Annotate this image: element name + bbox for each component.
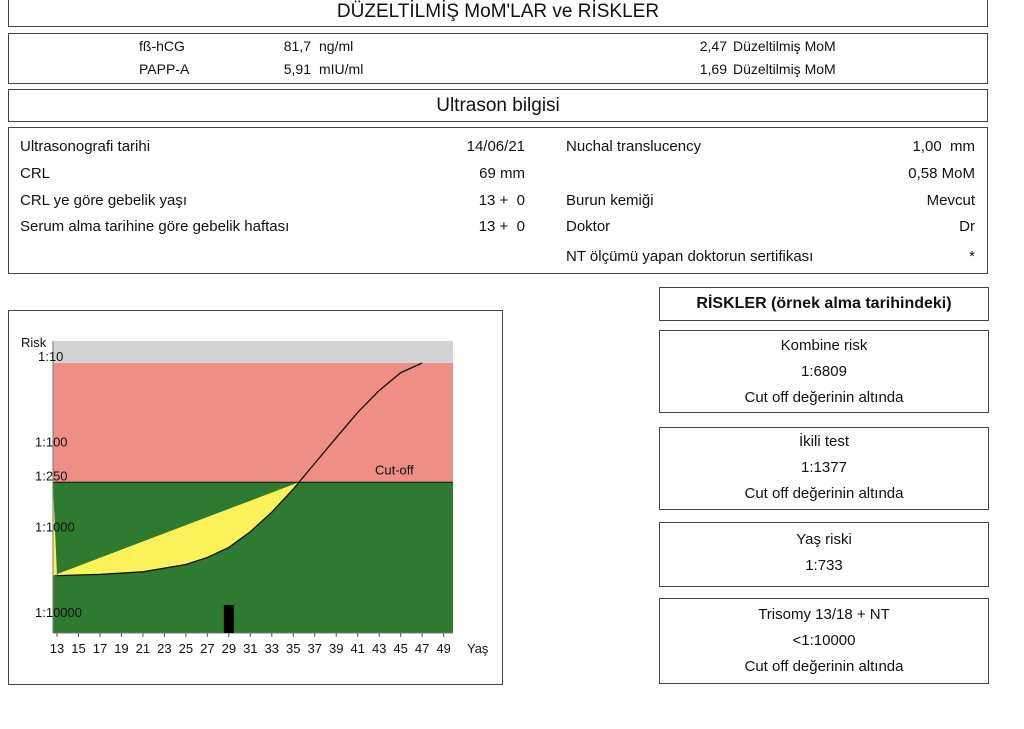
- us-value: 0,58 MoM: [908, 165, 975, 182]
- risk-title: İkili test: [798, 433, 849, 450]
- us-value: *: [969, 248, 975, 265]
- markers-box: [8, 33, 988, 84]
- marker-unit: ng/ml: [319, 38, 354, 54]
- y-axis-title: Risk: [21, 335, 47, 350]
- risks-title: RİSKLER (örnek alma tarihindeki): [696, 295, 952, 312]
- risk-note: Cut off değerinin altında: [744, 389, 904, 406]
- ultrason-title: Ultrason bilgisi: [436, 95, 560, 116]
- x-axis-title: Yaş: [467, 641, 489, 656]
- patient-age-marker: [224, 605, 234, 633]
- us-value: Mevcut: [926, 192, 975, 209]
- x-tick-label: 49: [436, 641, 451, 656]
- ultrason-info-box: [8, 127, 988, 274]
- marker-name: fß-hCG: [139, 38, 185, 54]
- y-tick-label: 1:250: [35, 468, 68, 484]
- y-tick-label: 1:10000: [35, 605, 82, 620]
- us-label: Nuchal translucency: [566, 138, 702, 155]
- x-tick-label: 15: [71, 641, 86, 656]
- risk-card: [659, 330, 989, 413]
- us-label: Doktor: [566, 218, 611, 235]
- x-tick-label: 23: [157, 641, 172, 656]
- marker-unit: mIU/ml: [319, 61, 364, 77]
- marker-name: PAPP-A: [139, 61, 190, 77]
- x-tick-label: 33: [264, 641, 280, 656]
- cutoff-label: Cut-off: [375, 462, 414, 478]
- us-value: 69 mm: [479, 165, 525, 182]
- ultrason-title-box: [8, 89, 988, 122]
- marker-mom-label: Düzeltilmiş MoM: [733, 61, 836, 77]
- marker-mom-value: 2,47: [699, 38, 727, 54]
- risk-title: Yaş riski: [796, 531, 852, 548]
- risk-note: Cut off değerinin altında: [744, 658, 904, 675]
- marker-value: 5,91: [283, 61, 311, 77]
- risk-value: 1:6809: [801, 363, 847, 380]
- risk-value: <1:10000: [792, 632, 856, 649]
- marker-value: 81,7: [283, 38, 311, 54]
- us-label: CRL ye göre gebelik yaşı: [20, 192, 188, 209]
- us-label: Serum alma tarihine göre gebelik haftası: [20, 218, 290, 235]
- marker-mom-value: 1,69: [699, 61, 727, 77]
- x-tick-label: 41: [350, 641, 365, 656]
- us-label: NT ölçümü yapan doktorun sertifikası: [566, 248, 814, 265]
- page-title: DÜZELTİLMİŞ MoM'LAR ve RİSKLER: [336, 1, 660, 22]
- risks-title-box: [659, 287, 989, 321]
- us-label: Burun kemiği: [566, 192, 654, 209]
- us-label: Ultrasonografi tarihi: [20, 138, 151, 155]
- us-value: 14/06/21: [466, 138, 525, 155]
- x-tick-label: 43: [371, 641, 387, 656]
- y-tick-label: 1:10: [38, 349, 64, 364]
- risk-title: Kombine risk: [780, 337, 868, 354]
- us-value: Dr: [959, 218, 975, 235]
- header-box: [8, 0, 988, 27]
- x-tick-label: 27: [200, 641, 215, 656]
- x-tick-label: 13: [49, 641, 65, 656]
- x-tick-label: 25: [178, 641, 194, 656]
- us-value: 13 + 0: [478, 192, 525, 209]
- x-tick-label: 35: [286, 641, 301, 656]
- x-tick-label: 21: [135, 641, 151, 656]
- x-tick-label: 31: [243, 641, 258, 656]
- risk-note: Cut off değerinin altında: [744, 485, 904, 502]
- x-tick-label: 19: [114, 641, 129, 656]
- us-value: 1,00 mm: [912, 138, 975, 155]
- risk-card: [659, 522, 989, 587]
- risk-card: [659, 427, 989, 510]
- x-tick-label: 29: [221, 641, 237, 656]
- risk-chart: [9, 311, 501, 683]
- x-tick-label: 45: [393, 641, 408, 656]
- x-tick-label: 39: [328, 641, 344, 656]
- x-tick-label: 37: [307, 641, 322, 656]
- risk-card: [659, 598, 989, 684]
- risk-value: 1:733: [805, 557, 843, 574]
- us-value: 13 + 0: [478, 218, 525, 235]
- us-label: CRL: [20, 165, 51, 182]
- x-tick-label: 47: [414, 641, 430, 656]
- y-tick-label: 1:100: [35, 434, 68, 450]
- risk-title: Trisomy 13/18 + NT: [758, 606, 890, 623]
- x-tick-label: 17: [92, 641, 108, 656]
- marker-mom-label: Düzeltilmiş MoM: [733, 38, 836, 54]
- risk-chart-box: [8, 310, 503, 685]
- y-tick-label: 1:1000: [35, 519, 75, 535]
- risk-value: 1:1377: [801, 459, 847, 476]
